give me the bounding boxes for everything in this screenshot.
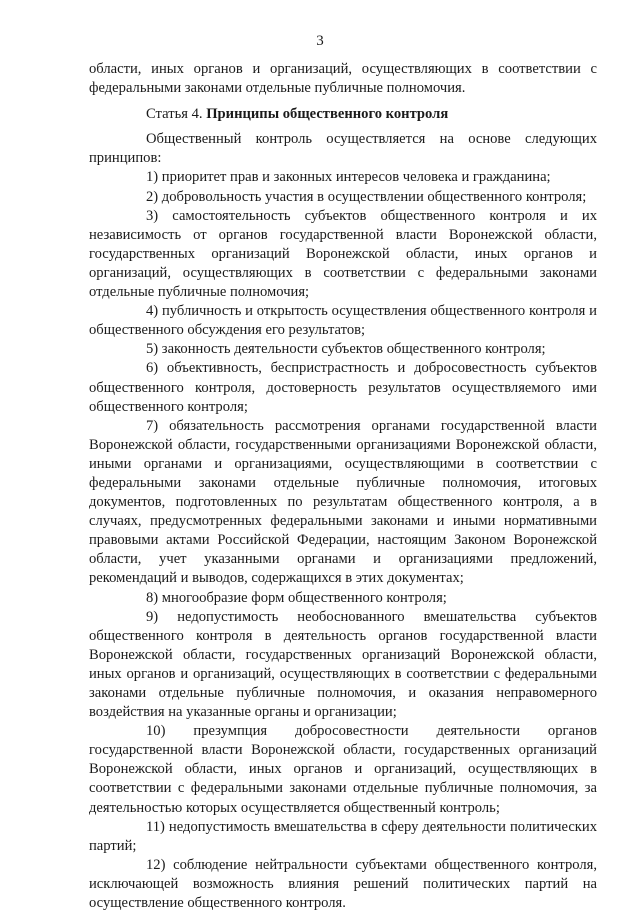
principle-item: 12) соблюдение нейтральности субъектами общественного контроля, исключающей возможность влияния решений политических партий на осуществление общественного контроля. (89, 856, 597, 912)
principle-item: 8) многообразие форм общественного контроля; (146, 589, 447, 606)
principle-item: 9) недопустимость необоснованного вмешательства субъектов общественного контроля в деятельность органов государственной власти Воронежской области, государственных организаций Воронежской области, иных органов и организаций, осуществляющих в соответствии с федеральными законами отдельные публичные полномочия, и оказания неправомерного воздействия на указанные органы и организации; (89, 608, 597, 721)
intro-continuation: области, иных органов и организаций, осуществляющих в соответствии с федеральными законами отдельные публичные полномочия. (89, 61, 597, 97)
article-heading (89, 105, 597, 124)
principle-item: 6) объективность, беспристрастность и добросовестность субъектов общественного контроля, достоверность результатов осуществляемого ими общественного контроля; (89, 360, 597, 415)
principle-item: 1) приоритет прав и законных интересов человека и гражданина; (146, 169, 551, 186)
page-number: 3 (316, 33, 324, 49)
principle-item: 11) недопустимость вмешательства в сферу деятельности политических партий; (89, 818, 597, 854)
article-label: Статья 4. (146, 106, 203, 123)
principle-item: 4) публичность и открытость осуществления общественного контроля и общественного обсуждения его результатов; (89, 303, 597, 339)
principle-item: 10) презумпция добросовестности деятельности органов государственной власти Воронежской области, государственных организаций Воронежской области, иных органов и организаций, осуществляющих в соответствии с федеральными законами отдельные публичные полномочия, за деятельностью которых осуществляется общественный контроль; (89, 723, 597, 816)
principle-item: 5) законность деятельности субъектов общественного контроля; (146, 341, 546, 358)
article-title: Принципы общественного контроля (206, 106, 449, 123)
lead-paragraph: Общественный контроль осуществляется на основе следующих принципов: (89, 131, 597, 167)
document-body (89, 60, 597, 913)
principle-item: 2) добровольность участия в осуществлении общественного контроля; (146, 188, 587, 205)
principle-item: 3) самостоятельность субъектов общественного контроля и их независимость от органов государственной власти Воронежской области, государственных организаций Воронежской области, иных органов и организаций, осуществляющих в соответствии с федеральными законами отдельные публичные полномочия; (89, 207, 597, 301)
principle-item: 7) обязательность рассмотрения органами государственной власти Воронежской области, государственными организациями Воронежской области, иными органами и организациями, осуществляющими в соответствии с федеральными законами отдельные публичные полномочия, итоговых документов, подготовленных по результатам общественного контроля, а в случаях, предусмотренных федеральными законами и иными нормативными правовыми актами Российской Федерации, настоящим Законом Воронежской области, учет указанными органами и организациями предложений, рекомендаций и выводов, содержащихся в этих документах; (89, 417, 597, 587)
